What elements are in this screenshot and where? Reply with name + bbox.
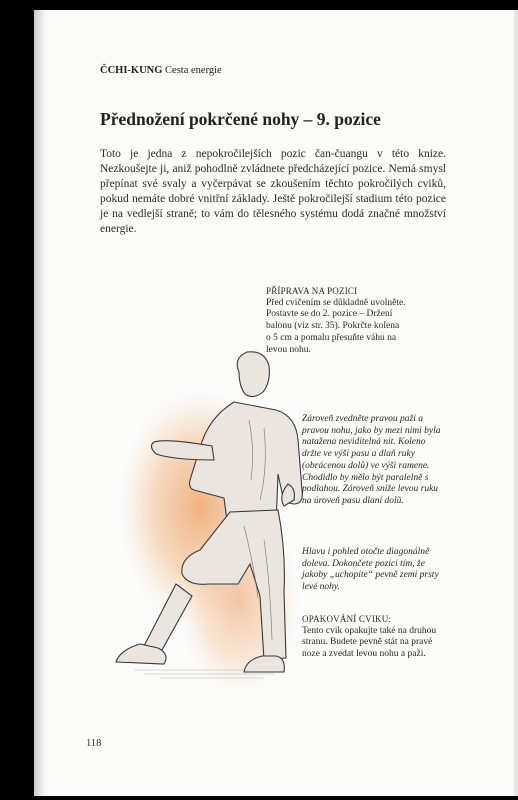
preparation-text: Před cvičením se důkladně uvolněte. Postavte se do 2. pozice – Držení balonu (viz str. 35). Pokrčte kolena o 5 cm a pomalu přesuňte váhu na levou nohu. [266,297,406,355]
page-number: 118 [86,738,102,749]
preparation-heading: PŘÍPRAVA NA POZICI [266,286,358,296]
instructions-block [302,414,442,508]
repeat-heading: OPAKOVÁNÍ CVIKU: [302,614,392,624]
running-head [100,65,222,76]
repeat-block [302,614,442,661]
page-gutter-shadow [34,10,48,796]
instructions-text: Zároveň zvedněte pravou paži a pravou nohu, jako by mezi nimi byla natažena neviditelná nit. Koleno držte ve výši pasu a dlaň ruky (obrácenou dolů) ve výši ramene. Chodidlo by mělo být paralelně s podlahou. Zároveň sniže levou ruku na úroveň pasu dlaní dolů. [302,414,441,506]
repeat-text: Tento cvik opakujte také na druhou stranu. Budete pevně stát na pravé noze a zvedat levou nohu a paži. [302,625,437,660]
running-head-rest: Cesta energie [162,65,222,76]
intro-paragraph: Toto je jedna z nepokročilejších pozic čan-čuangu v této knize. Nezkoušejte ji, aniž pohodlně zvládnete předcházející pozice. Nemá smysl přepínat své svaly a vyčerpávat se zkoušením těchto pokročilých cviků, pokud nemáte dobré vnitřní základy. Ještě pokročilejší stadium této pozice je na vedlejší straně; to vám do tělesného systému dodá značné množství energie. [100,148,446,235]
gaze-text: Hlavu i pohled otočte diagonálně doleva. Dokončete pozici tím, že jakoby „uchopíte“ pevně zemi prsty levé nohy. [302,547,439,593]
qigong-figure-illustration [114,340,324,695]
running-head-bold: ČCHI-KUNG [100,65,163,76]
page-edge [514,10,518,796]
page-title: Přednožení pokrčené nohy – 9. pozice [100,109,381,129]
book-page [34,10,518,796]
gaze-block [302,547,442,594]
